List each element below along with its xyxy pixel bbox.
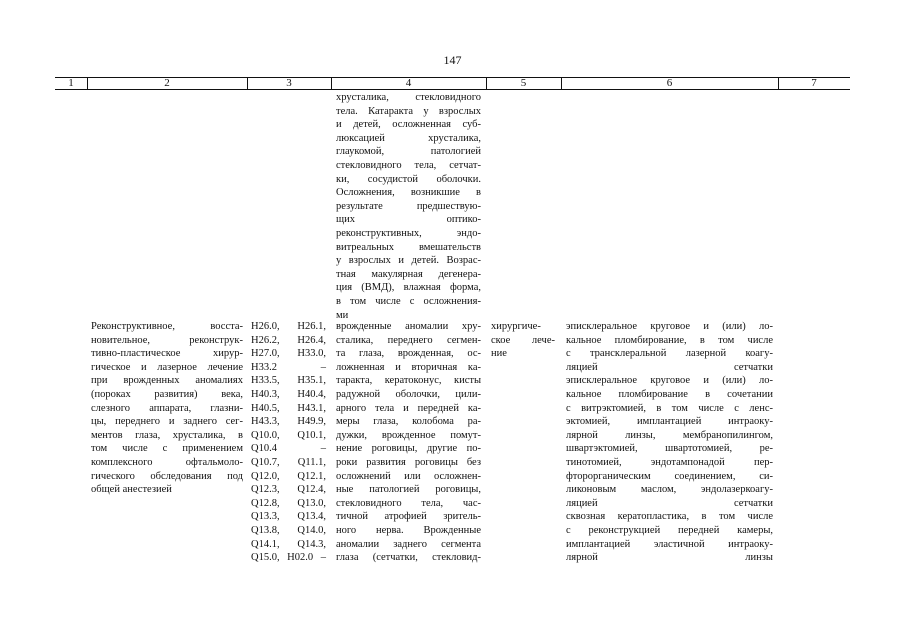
- treatment-methods: [566, 320, 773, 565]
- text-line: ляцией сетчатки: [566, 497, 773, 509]
- text-line: Q10.7, Q11.1,: [251, 456, 326, 468]
- text-line: с витрэктомией, в том числе с ленс-: [566, 402, 773, 414]
- text-line: Реконструктивное, восста-: [91, 321, 243, 332]
- text-line: люксацией хрусталика,: [336, 132, 481, 144]
- text-line: цы, переднего и заднего сег-: [91, 416, 243, 428]
- text-line: дужки, врожденное помут-: [336, 429, 481, 441]
- text-line: результате предшествую-: [336, 200, 481, 212]
- text-line: и детей, осложненная суб-: [336, 119, 481, 131]
- col4-continuation-text: [336, 91, 481, 322]
- text-line: при врожденных аномалиях: [91, 375, 243, 387]
- text-line: лярной линзы, мембранопилингом,: [566, 429, 773, 441]
- text-line: таракта, кератоконус, кисты: [336, 375, 481, 387]
- text-line: Q10.4 –: [251, 443, 326, 455]
- text-line: осложнений или осложнен-: [336, 470, 481, 482]
- text-line: меры глаза, колобома ра-: [336, 416, 481, 428]
- text-line: кальное пломбирование, в том числе: [566, 334, 773, 346]
- text-line: эписклеральное круговое и (или) ло-: [566, 375, 773, 387]
- text-line: ми: [336, 309, 349, 321]
- table-header-bottom-rule: [55, 89, 850, 90]
- text-line: H43.3, H49.9,: [251, 416, 326, 428]
- text-line: с реконструкцией передней камеры,: [566, 524, 773, 536]
- text-line: радужной оболочки, цили-: [336, 388, 481, 400]
- text-line: фторорганическим соединением, си-: [566, 470, 773, 482]
- text-line: стекловидного тела, час-: [336, 497, 481, 509]
- text-line: H26.0, H26.1,: [251, 321, 326, 332]
- text-line: гического обследования под: [91, 470, 243, 482]
- page-number: 147: [443, 53, 462, 67]
- text-line: ликоновым маслом, эндолазеркоагу-: [566, 484, 773, 496]
- text-line: в том числе с осложнения-: [336, 295, 481, 307]
- text-line: кальное пломбирование в сочетании: [566, 388, 773, 400]
- text-line: Q13.3, Q13.4,: [251, 511, 326, 523]
- text-line: ного нерва. Врожденные: [336, 524, 481, 536]
- text-line: H33.2 –: [251, 361, 326, 373]
- text-line: H27.0, H33.0,: [251, 348, 326, 360]
- text-line: с трансклеральной лазерной коагу-: [566, 348, 773, 360]
- text-line: лярной линзы: [566, 552, 773, 564]
- text-line: новительное, реконструк-: [91, 334, 243, 346]
- text-line: нение роговицы, другие по-: [336, 443, 481, 455]
- text-line: щих оптико-: [336, 214, 481, 226]
- text-line: общей анестезией: [91, 484, 172, 496]
- text-line: том числе с применением: [91, 443, 243, 455]
- text-line: гическое и лазерное лечение: [91, 361, 243, 373]
- icd-codes: [251, 320, 326, 565]
- text-line: слезного аппарата, глазни-: [91, 402, 243, 414]
- text-line: швартэктомией, швартотомией, ре-: [566, 443, 773, 455]
- column-number-1: 1: [68, 77, 74, 89]
- text-line: тела. Катаракта у взрослых: [336, 105, 481, 117]
- text-line: Q12.3, Q12.4,: [251, 484, 326, 496]
- text-line: ляцией сетчатки: [566, 361, 773, 373]
- text-line: тивно-пластическое хирур-: [91, 348, 243, 360]
- text-line: H33.5, H35.1,: [251, 375, 326, 387]
- diagnosis-description: [336, 320, 481, 565]
- column-number-4: 4: [405, 77, 412, 89]
- text-line: H40.3, H40.4,: [251, 388, 326, 400]
- text-line: ложненная и вторичная ка-: [336, 361, 481, 373]
- text-line: (пороках развития) века,: [91, 388, 243, 400]
- text-line: Q12.0, Q12.1,: [251, 470, 326, 482]
- text-line: эписклеральное круговое и (или) ло-: [566, 321, 773, 332]
- text-line: хирургиче-: [491, 321, 541, 332]
- column-number-7: 7: [811, 77, 817, 89]
- text-line: Осложнения, возникшие в: [336, 187, 481, 199]
- text-line: у взрослых и детей. Возрас-: [336, 255, 481, 267]
- text-line: стекловидного тела, сетчат-: [336, 159, 481, 171]
- text-line: Q15.0, H02.0 –: [251, 552, 326, 564]
- text-line: Q14.1, Q14.3,: [251, 538, 326, 550]
- text-line: тинотомией, эндотампонадой пер-: [566, 456, 773, 468]
- text-line: H26.2, H26.4,: [251, 334, 326, 346]
- text-line: H40.5, H43.1,: [251, 402, 326, 414]
- column-number-5: 5: [520, 77, 527, 89]
- text-line: та глаза, врожденная, ос-: [336, 348, 481, 360]
- column-number-3: 3: [286, 77, 292, 89]
- text-line: сталика, переднего сегмен-: [336, 334, 481, 346]
- text-line: тная макулярная дегенера-: [336, 268, 481, 280]
- text-line: эктомией, имплантацией интраоку-: [566, 416, 773, 428]
- treatment-type: [491, 320, 555, 361]
- text-line: реконструктивных, эндо-: [336, 227, 481, 239]
- text-line: глаза (сетчатки, стекловид-: [336, 552, 481, 564]
- text-line: роки развития роговицы без: [336, 456, 481, 468]
- text-line: Q10.0, Q10.1,: [251, 429, 326, 441]
- text-line: Q12.8, Q13.0,: [251, 497, 326, 509]
- text-line: тичной атрофией зритель-: [336, 511, 481, 523]
- text-line: имплантацией эластичной интраоку-: [566, 538, 773, 550]
- text-line: аномалии заднего сегмента: [336, 538, 481, 550]
- text-line: Q13.8, Q14.0,: [251, 524, 326, 536]
- text-line: ментов глаза, хрусталика, в: [91, 429, 243, 441]
- text-line: врожденные аномалии хру-: [336, 321, 481, 332]
- text-line: ция (ВМД), влажная форма,: [336, 282, 481, 294]
- text-line: сквозная кератопластика, в том числе: [566, 511, 773, 523]
- column-number-6: 6: [666, 77, 673, 89]
- treatment-description: [91, 320, 243, 497]
- text-line: ние: [491, 348, 507, 360]
- text-line: хрусталика, стекловидного: [336, 92, 481, 103]
- text-line: ки, сосудистой оболочки.: [336, 173, 481, 185]
- text-line: арного тела и передней ка-: [336, 402, 481, 414]
- column-number-2: 2: [164, 77, 170, 89]
- text-line: витреальных вмешательств: [336, 241, 481, 253]
- text-line: глаукомой, патологией: [336, 146, 481, 158]
- text-line: ское лече-: [491, 334, 555, 346]
- text-line: ные патологией роговицы,: [336, 484, 481, 496]
- text-line: комплексного офтальмоло-: [91, 456, 243, 468]
